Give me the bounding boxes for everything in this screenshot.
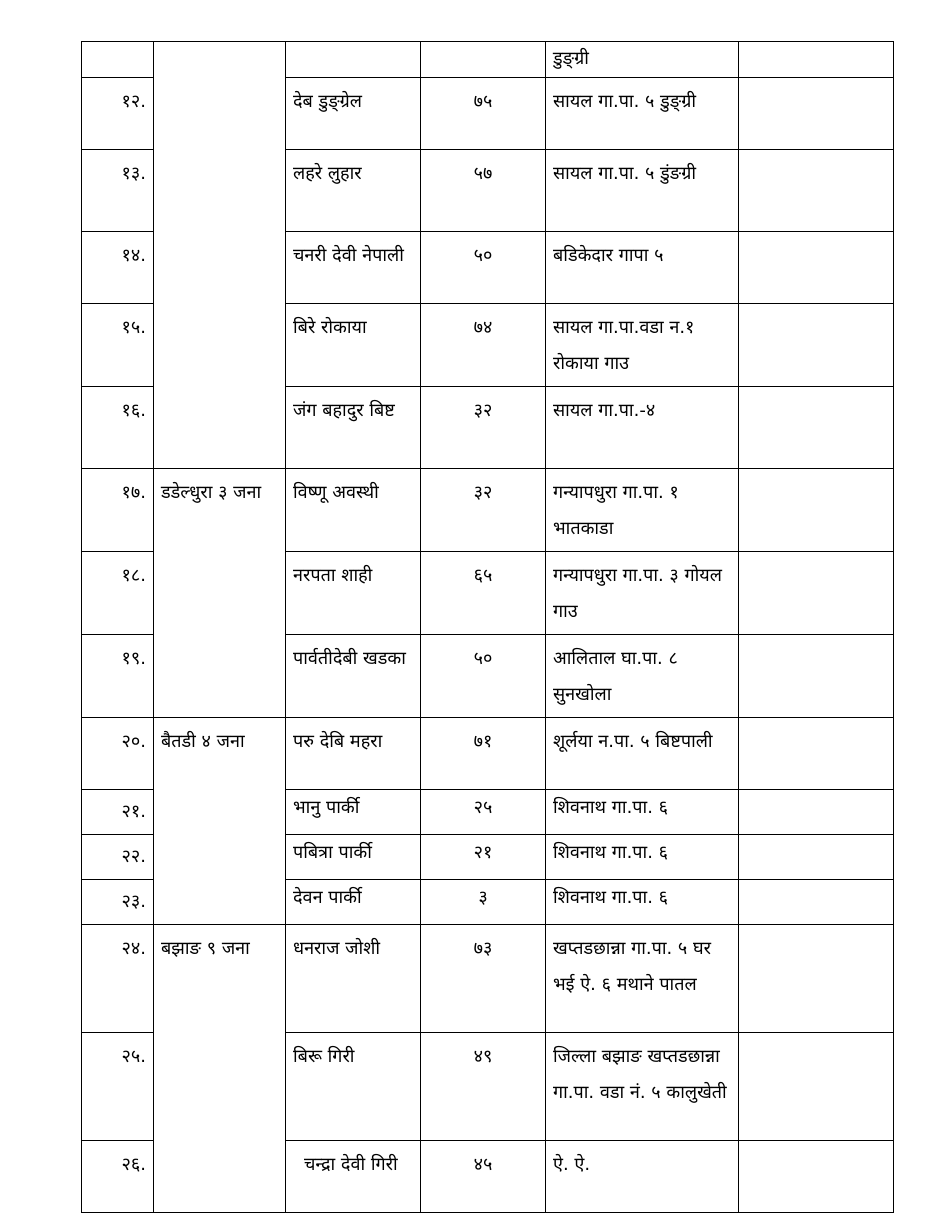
remarks-cell xyxy=(739,552,894,635)
district-cell-bajhang: बझाङ ९ जना xyxy=(154,925,286,1213)
remarks-cell xyxy=(739,78,894,150)
remarks-cell xyxy=(739,1141,894,1213)
name-cell: चनरी देवी नेपाली xyxy=(286,232,421,304)
serial-cell: १३. xyxy=(82,150,154,232)
address-cell: जिल्ला बझाङ खप्तडछान्ना गा.पा. वडा नं. ५ कालुखेती xyxy=(546,1033,739,1141)
remarks-cell xyxy=(739,925,894,1033)
address-cell: खप्तडछान्ना गा.पा. ५ घर भई ऐ. ६ मथाने पातल xyxy=(546,925,739,1033)
serial-cell: २५. xyxy=(82,1033,154,1141)
age-cell: २५ xyxy=(421,790,546,835)
address-cell: गन्यापधुरा गा.पा. १ भातकाडा xyxy=(546,469,739,552)
serial-cell: १६. xyxy=(82,387,154,469)
remarks-cell xyxy=(739,387,894,469)
remarks-cell xyxy=(739,880,894,925)
name-cell: जंग बहादुर बिष्ट xyxy=(286,387,421,469)
serial-cell: १४. xyxy=(82,232,154,304)
serial-cell: २०. xyxy=(82,718,154,790)
age-cell: ५० xyxy=(421,635,546,718)
address-cell: गन्यापधुरा गा.पा. ३ गोयल गाउ xyxy=(546,552,739,635)
remarks-cell xyxy=(739,150,894,232)
address-cell: शूर्लया न.पा. ५ बिष्टपाली xyxy=(546,718,739,790)
name-cell: लहरे लुहार xyxy=(286,150,421,232)
age-cell: ४५ xyxy=(421,1141,546,1213)
age-cell: २१ xyxy=(421,835,546,880)
name-cell: चन्द्रा देवी गिरी xyxy=(286,1141,421,1213)
age-cell: ४९ xyxy=(421,1033,546,1141)
district-cell-dadeldhura: डडेल्धुरा ३ जना xyxy=(154,469,286,718)
serial-cell: १७. xyxy=(82,469,154,552)
serial-cell: १५. xyxy=(82,304,154,387)
name-cell: बिरू गिरी xyxy=(286,1033,421,1141)
name-cell: देवन पार्की xyxy=(286,880,421,925)
remarks-cell xyxy=(739,304,894,387)
address-cell: आलिताल घा.पा. ८ सुनखोला xyxy=(546,635,739,718)
age-cell: ७५ xyxy=(421,78,546,150)
table-row xyxy=(82,469,894,552)
remarks-cell xyxy=(739,718,894,790)
address-cell: डुङ्ग्री xyxy=(546,42,739,78)
remarks-cell xyxy=(739,232,894,304)
serial-cell: १२. xyxy=(82,78,154,150)
serial-cell: २३. xyxy=(82,880,154,925)
address-cell: सायल गा.पा.वडा न.१ रोकाया गाउ xyxy=(546,304,739,387)
remarks-cell xyxy=(739,635,894,718)
address-cell: सायल गा.पा.-४ xyxy=(546,387,739,469)
name-cell: पार्वतीदेबी खडका xyxy=(286,635,421,718)
serial-cell: २६. xyxy=(82,1141,154,1213)
address-cell: सायल गा.पा. ५ डुंङग्री xyxy=(546,150,739,232)
age-cell: ७१ xyxy=(421,718,546,790)
remarks-cell xyxy=(739,42,894,78)
age-cell: ३२ xyxy=(421,387,546,469)
age-cell: ५० xyxy=(421,232,546,304)
name-cell: धनराज जोशी xyxy=(286,925,421,1033)
age-cell: ५७ xyxy=(421,150,546,232)
serial-cell: १९. xyxy=(82,635,154,718)
name-cell: परु देबि महरा xyxy=(286,718,421,790)
records-table xyxy=(81,41,894,1213)
address-cell: सायल गा.पा. ५ डुङ्ग्री xyxy=(546,78,739,150)
remarks-cell xyxy=(739,1033,894,1141)
district-cell xyxy=(154,42,286,469)
address-cell: बडिकेदार गापा ५ xyxy=(546,232,739,304)
remarks-cell xyxy=(739,835,894,880)
name-cell: बिरे रोकाया xyxy=(286,304,421,387)
address-cell: शिवनाथ गा.पा. ६ xyxy=(546,835,739,880)
address-cell: शिवनाथ गा.पा. ६ xyxy=(546,880,739,925)
name-cell: भानु पार्की xyxy=(286,790,421,835)
table-row xyxy=(82,42,894,78)
age-cell: ३ xyxy=(421,880,546,925)
address-cell: शिवनाथ गा.पा. ६ xyxy=(546,790,739,835)
serial-cell: २४. xyxy=(82,925,154,1033)
age-cell: ७३ xyxy=(421,925,546,1033)
serial-cell: २२. xyxy=(82,835,154,880)
age-cell: ७४ xyxy=(421,304,546,387)
name-cell: पबित्रा पार्की xyxy=(286,835,421,880)
age-cell: ३२ xyxy=(421,469,546,552)
name-cell xyxy=(286,42,421,78)
name-cell: विष्णू अवस्थी xyxy=(286,469,421,552)
name-cell: देब डुङ्ग्रेल xyxy=(286,78,421,150)
age-cell: ६५ xyxy=(421,552,546,635)
serial-cell: २१. xyxy=(82,790,154,835)
district-cell-baitadi: बैतडी ४ जना xyxy=(154,718,286,925)
serial-cell: १८. xyxy=(82,552,154,635)
table-row xyxy=(82,925,894,1033)
table-row xyxy=(82,718,894,790)
address-cell: ऐ. ऐ. xyxy=(546,1141,739,1213)
name-cell: नरपता शाही xyxy=(286,552,421,635)
serial-cell xyxy=(82,42,154,78)
remarks-cell xyxy=(739,790,894,835)
remarks-cell xyxy=(739,469,894,552)
age-cell xyxy=(421,42,546,78)
